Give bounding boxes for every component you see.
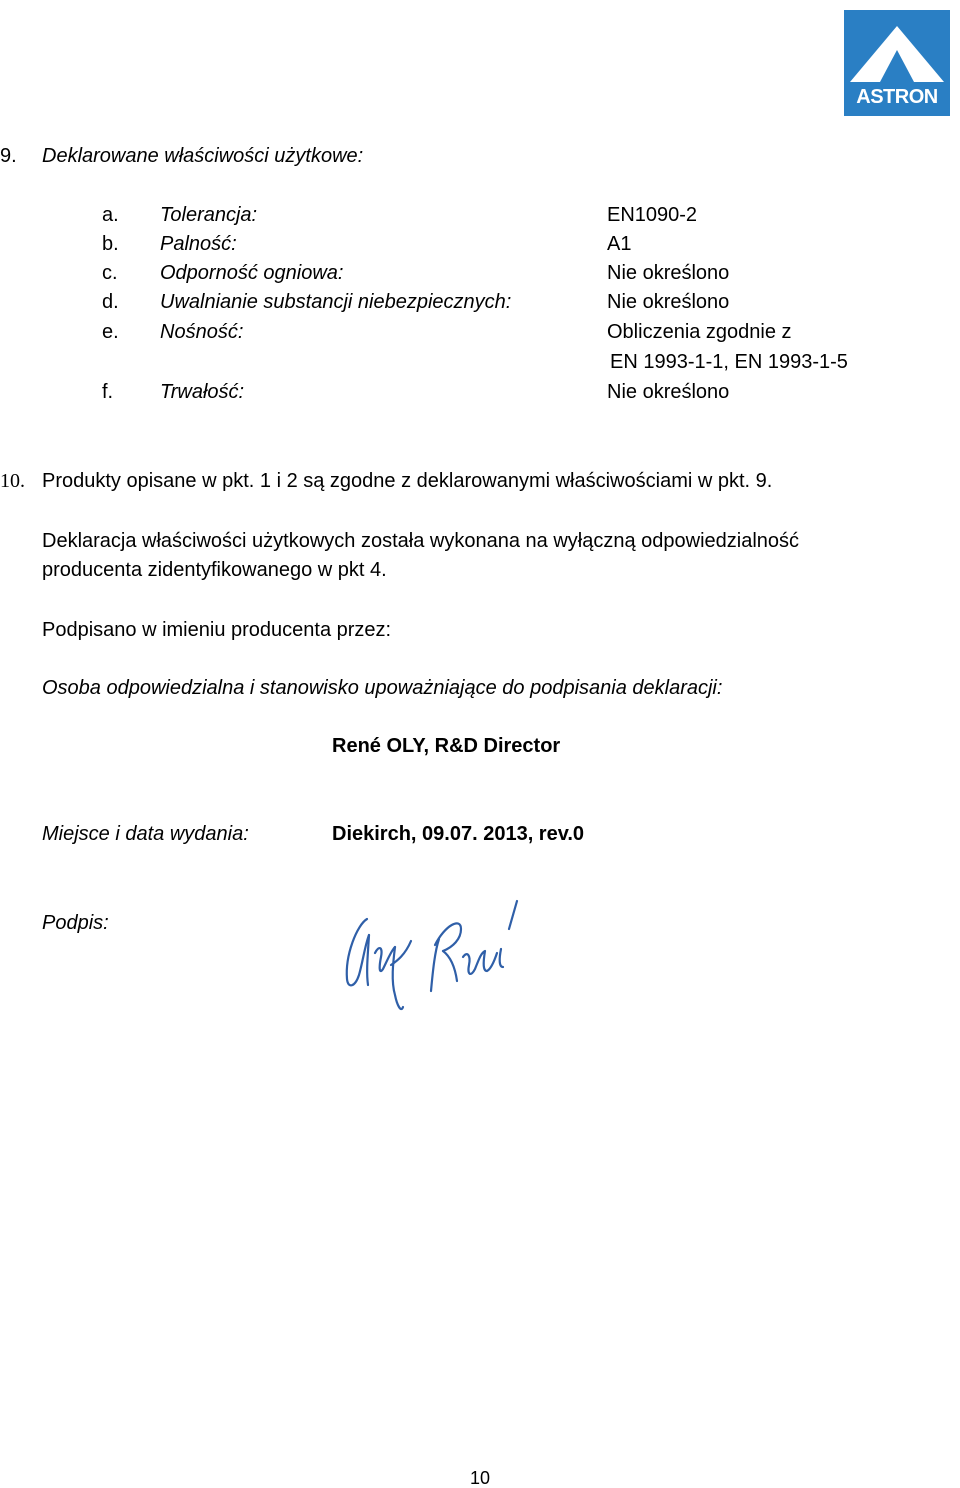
- section-10-number: 10.: [0, 470, 25, 492]
- item-label: Odporność ogniowa:: [160, 262, 344, 284]
- astron-logo: [844, 10, 950, 116]
- item-value: EN1090-2: [607, 204, 698, 226]
- signature-label: Podpis:: [42, 912, 109, 934]
- responsible-person-name: René OLY, R&D Director: [332, 735, 561, 757]
- responsible-person-label: Osoba odpowiedzialna i stanowisko upoważniające do podpisania deklaracji:: [42, 677, 723, 699]
- item-label: Nośność:: [160, 321, 244, 343]
- item-label: Trwałość:: [160, 381, 245, 403]
- item-label: Uwalnianie substancji niebezpiecznych:: [160, 291, 512, 313]
- section-9-title: Deklarowane właściwości użytkowe:: [42, 145, 364, 167]
- page-number: 10: [469, 1468, 491, 1488]
- item-value: Nie określono: [607, 262, 730, 284]
- item-value: Nie określono: [607, 381, 730, 403]
- handwritten-signature: [335, 895, 525, 1020]
- item-label: Tolerancja:: [160, 204, 258, 226]
- item-letter: d.: [102, 291, 119, 313]
- logo-text: ASTRON: [856, 86, 938, 108]
- section-10-text: Produkty opisane w pkt. 1 i 2 są zgodne z deklarowanymi właściwościami w pkt. 9.: [42, 470, 773, 492]
- item-letter: e.: [102, 321, 119, 343]
- item-letter: a.: [102, 204, 119, 226]
- item-value: Obliczenia zgodnie z: [607, 321, 792, 343]
- item-letter: b.: [102, 233, 119, 255]
- item-value: Nie określono: [607, 291, 730, 313]
- item-value-continued: EN 1993-1-1, EN 1993-1-5: [610, 351, 848, 373]
- item-letter: f.: [102, 381, 114, 403]
- place-date-value: Diekirch, 09.07. 2013, rev.0: [332, 823, 585, 845]
- declaration-line-2: producenta zidentyfikowanego w pkt 4.: [42, 559, 387, 581]
- item-label: Palność:: [160, 233, 237, 255]
- place-date-label: Miejsce i data wydania:: [42, 823, 249, 845]
- section-9-number: 9.: [0, 145, 17, 167]
- declaration-line-1: Deklaracja właściwości użytkowych została wykonana na wyłączną odpowiedzialność: [42, 530, 800, 552]
- signed-by-label: Podpisano w imieniu producenta przez:: [42, 619, 392, 641]
- item-value: A1: [607, 233, 632, 255]
- item-letter: c.: [102, 262, 118, 284]
